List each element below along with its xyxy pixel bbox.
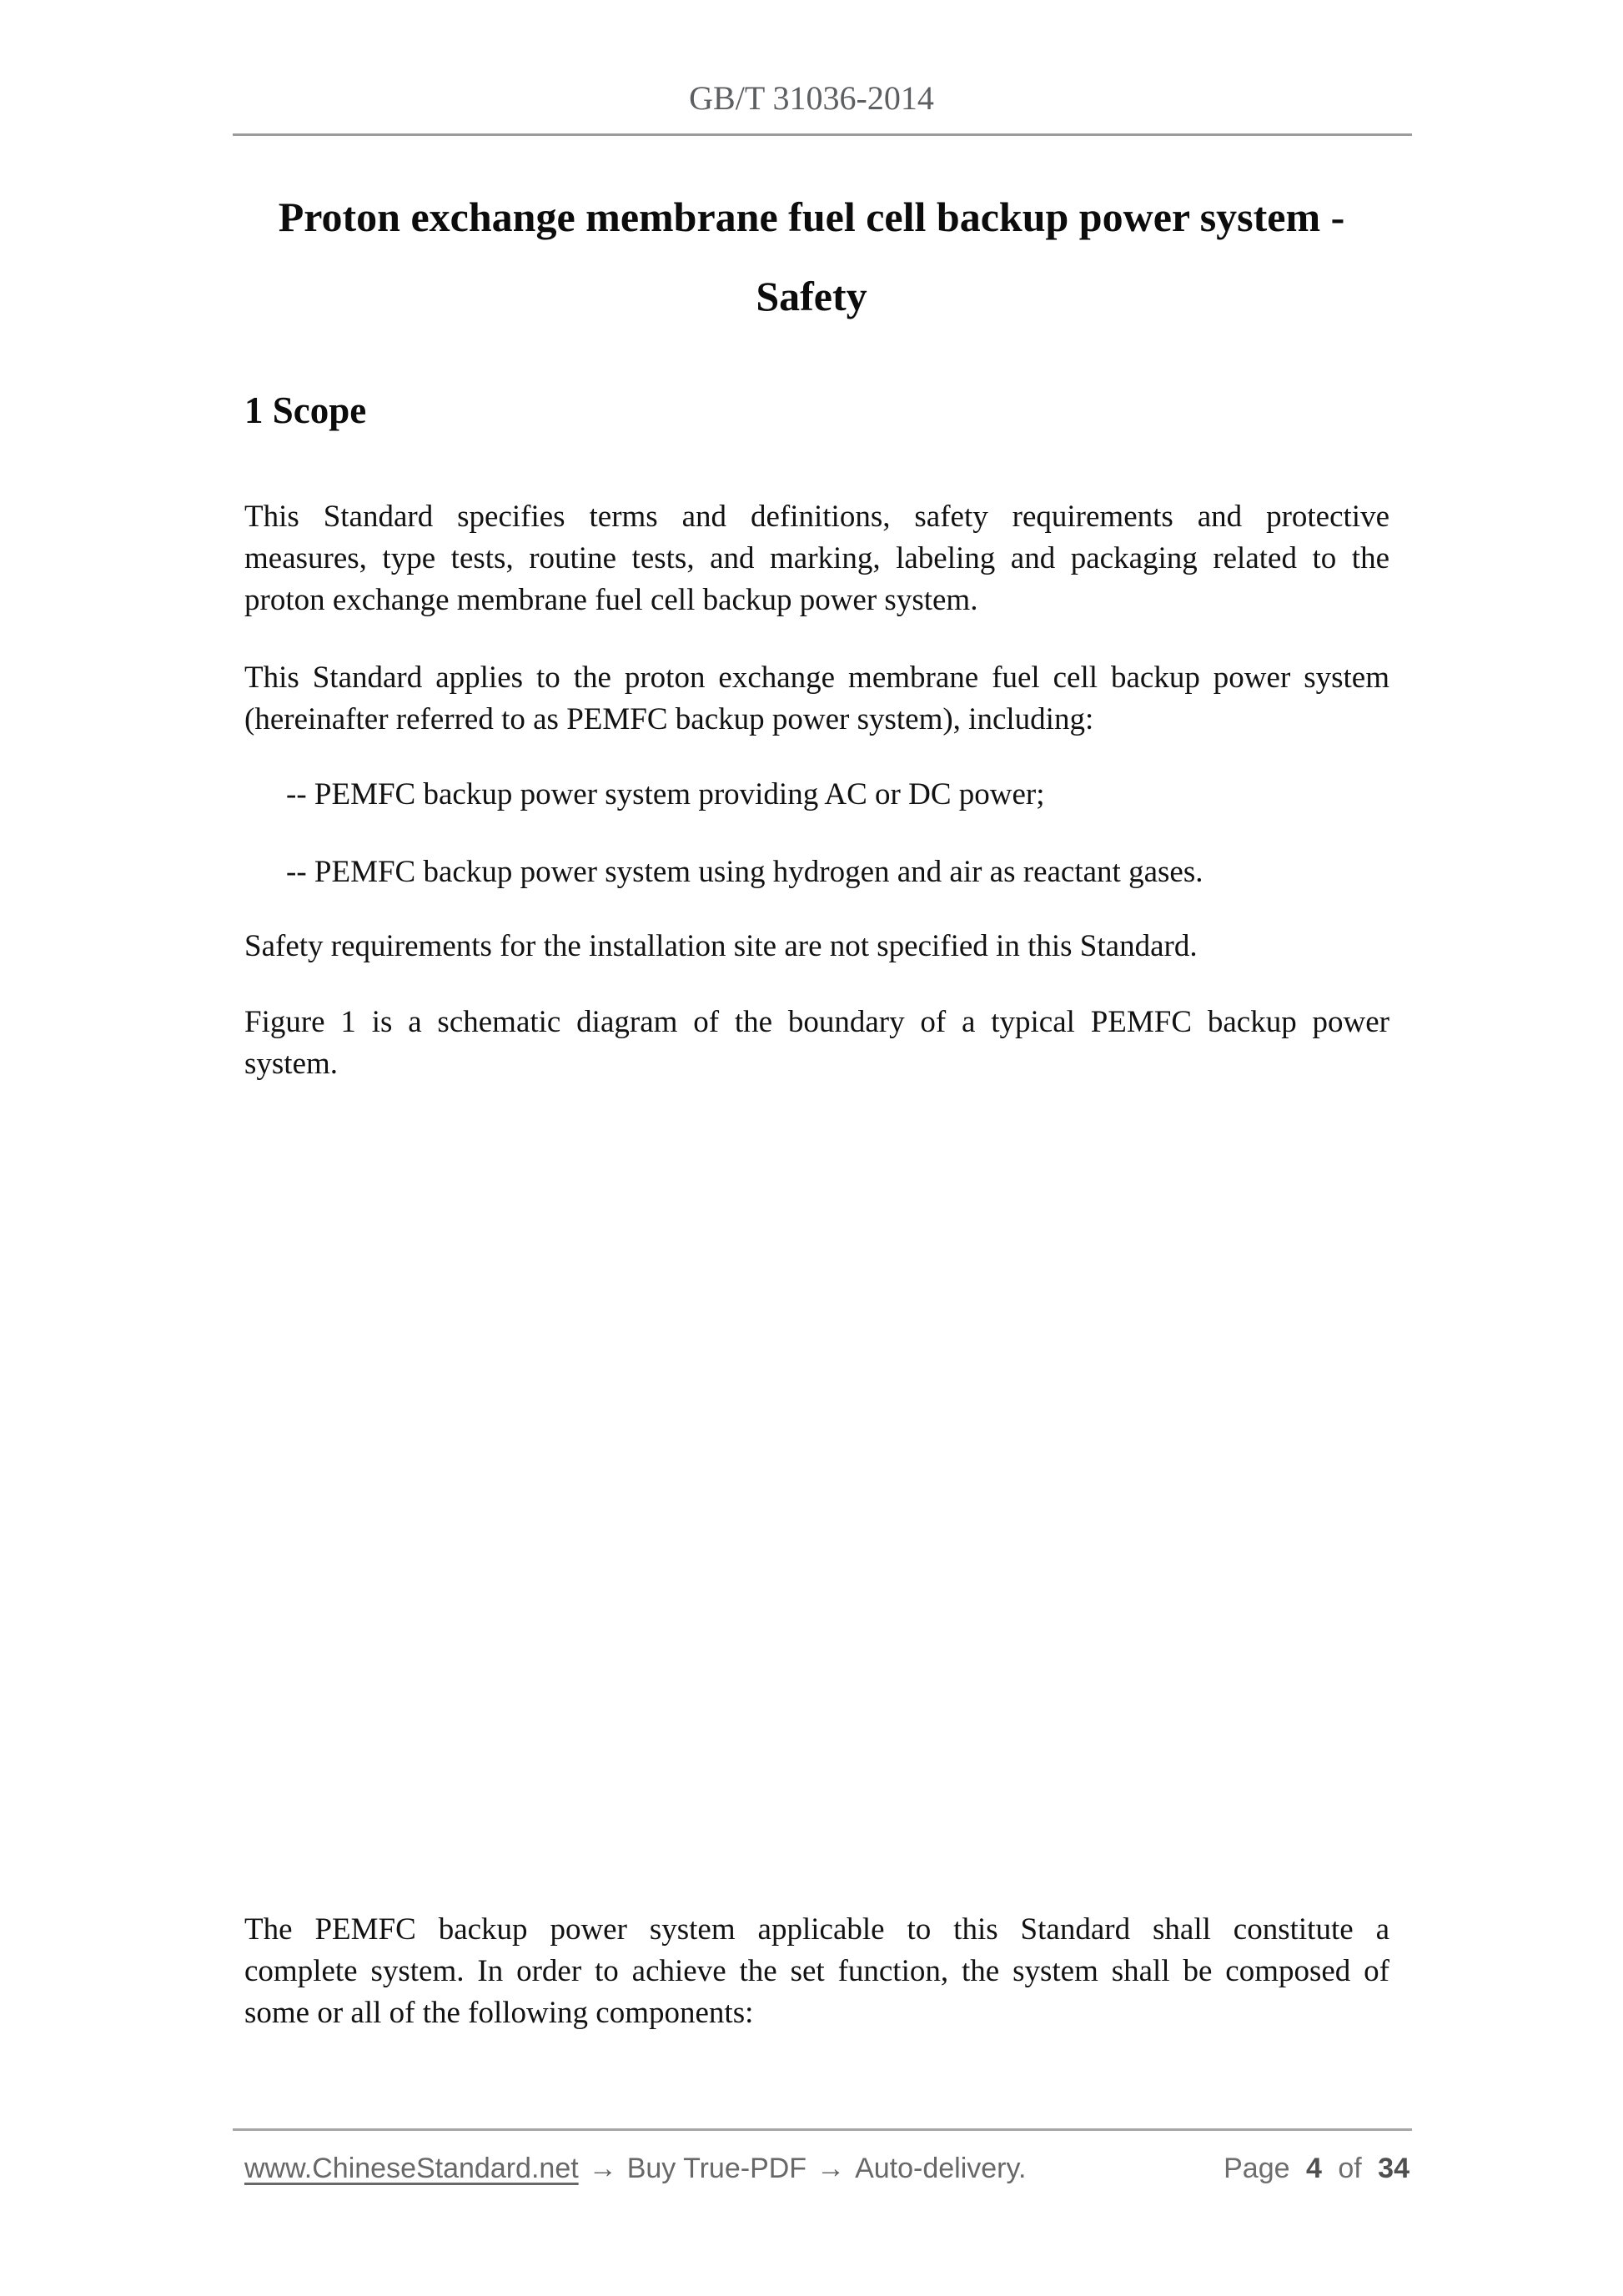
page-current: 4 xyxy=(1305,2153,1322,2184)
list-item-text: -- PEMFC backup power system providing AC or DC power; xyxy=(286,777,1045,811)
paragraph-line: some or all of the following components: xyxy=(244,1996,754,2030)
paragraph-line: complete system. In order to achieve the set function, the system shall be composed of xyxy=(244,1954,1389,1988)
paragraph-installation-site xyxy=(244,926,1389,967)
document-header xyxy=(0,78,1623,118)
arrow-right-icon: → xyxy=(817,2153,846,2184)
doc-number: GB/T 31036-2014 xyxy=(689,79,934,117)
paragraph-line: measures, type tests, routine tests, and marking, labeling and packaging related to the xyxy=(244,541,1389,575)
paragraph-line: (hereinafter referred to as PEMFC backup power system), including: xyxy=(244,702,1094,736)
paragraph-applies-to xyxy=(244,657,1389,741)
paragraph-line: This Standard specifies terms and definitions, safety requirements and protective xyxy=(244,500,1389,534)
page-total: 34 xyxy=(1378,2153,1409,2184)
list-item-reactant-gases xyxy=(286,852,1389,893)
paragraph-system-components xyxy=(244,1909,1389,2034)
paragraph-line: Figure 1 is a schematic diagram of the boundary of a typical PEMFC backup power xyxy=(244,1005,1389,1039)
footer-divider xyxy=(233,2128,1412,2131)
paragraph-line: The PEMFC backup power system applicable to this Standard shall constitute a xyxy=(244,1912,1389,1947)
page-indicator xyxy=(1224,2150,1409,2187)
paragraph-line: system. xyxy=(244,1047,339,1081)
header-divider xyxy=(233,133,1412,136)
paragraph-line: Safety requirements for the installation site are not specified in this Standard. xyxy=(244,929,1198,963)
document-footer xyxy=(244,2150,1409,2187)
list-item-ac-dc-power xyxy=(286,774,1389,816)
paragraph-line: This Standard applies to the proton exchange membrane fuel cell backup power system xyxy=(244,661,1389,695)
footer-delivery-text: Auto-delivery. xyxy=(855,2153,1027,2184)
page-label: Page xyxy=(1224,2153,1290,2184)
paragraph-scope-intro xyxy=(244,496,1389,621)
document-title-line2: Safety xyxy=(756,273,867,319)
footer-website-link[interactable]: www.ChineseStandard.net xyxy=(244,2153,579,2184)
arrow-right-icon: → xyxy=(588,2153,617,2184)
paragraph-figure-reference xyxy=(244,1002,1389,1085)
page-of-label: of xyxy=(1338,2153,1362,2184)
paragraph-line: proton exchange membrane fuel cell backup power system. xyxy=(244,583,978,617)
document-title-line1: Proton exchange membrane fuel cell backup power system - xyxy=(278,193,1345,240)
section-heading-scope: 1 Scope xyxy=(244,389,367,431)
footer-promo xyxy=(244,2150,1026,2187)
footer-buy-text: Buy True-PDF xyxy=(626,2153,807,2184)
list-item-text: -- PEMFC backup power system using hydrogen and air as reactant gases. xyxy=(286,855,1203,889)
